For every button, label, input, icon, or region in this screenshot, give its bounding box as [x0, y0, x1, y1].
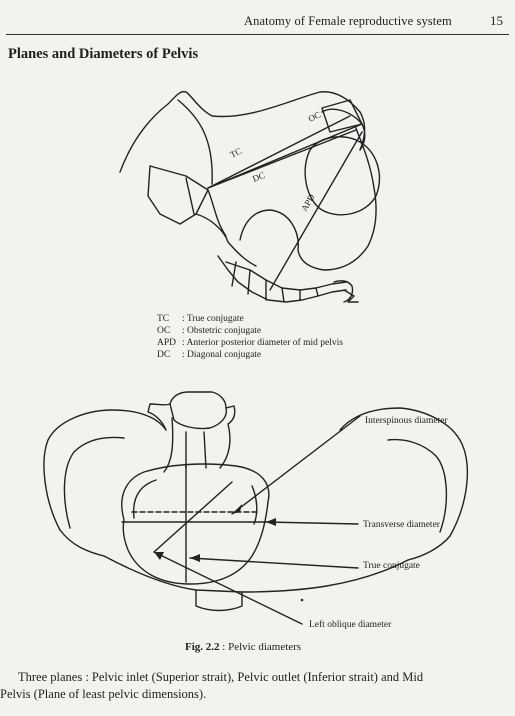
dc-label: DC [251, 169, 267, 184]
tc-label: TC [228, 145, 244, 160]
transverse-diameter-label: Transverse diameter [363, 520, 440, 530]
figure-caption: Fig. 2.2 : Pelvic diameters [185, 641, 302, 653]
apd-line [270, 132, 362, 290]
oc-label: OC [306, 109, 323, 124]
legend-row-tc: TC : True conjugate [157, 314, 244, 324]
pelvic-inlet-figure [44, 392, 467, 624]
figure1-legend [157, 313, 343, 361]
true-conjugate-pointer [190, 558, 358, 568]
legend-row-oc: OC : Obstetric conjugate [157, 326, 262, 336]
legend-row-dc: DC : Diagonal conjugate [157, 350, 262, 360]
interspinous-pointer [232, 416, 360, 514]
oblique-line-a [154, 482, 232, 552]
body-line-1: Three planes : Pelvic inlet (Superior strait), Pelvic outlet (Inferior strait) and Mid [18, 670, 424, 684]
section-title: Planes and Diameters of Pelvis [8, 46, 199, 62]
left-oblique-diameter-label: Left oblique diameter [309, 620, 392, 630]
page-number: 15 [490, 13, 503, 28]
body-paragraph [0, 669, 500, 703]
running-header: Anatomy of Female reproductive system [244, 14, 452, 28]
sagittal-pelvis-figure [120, 92, 379, 302]
body-line-2: Pelvis (Plane of least pelvic dimensions). [0, 687, 207, 701]
interspinous-diameter-label: Interspinous diameter [365, 416, 448, 426]
legend-row-apd: APD : Anterior posterior diameter of mid pelvis [157, 338, 343, 348]
true-conjugate-label: True conjugate [363, 561, 420, 571]
apd-label: APD [299, 192, 317, 213]
transverse-pointer [266, 522, 358, 524]
